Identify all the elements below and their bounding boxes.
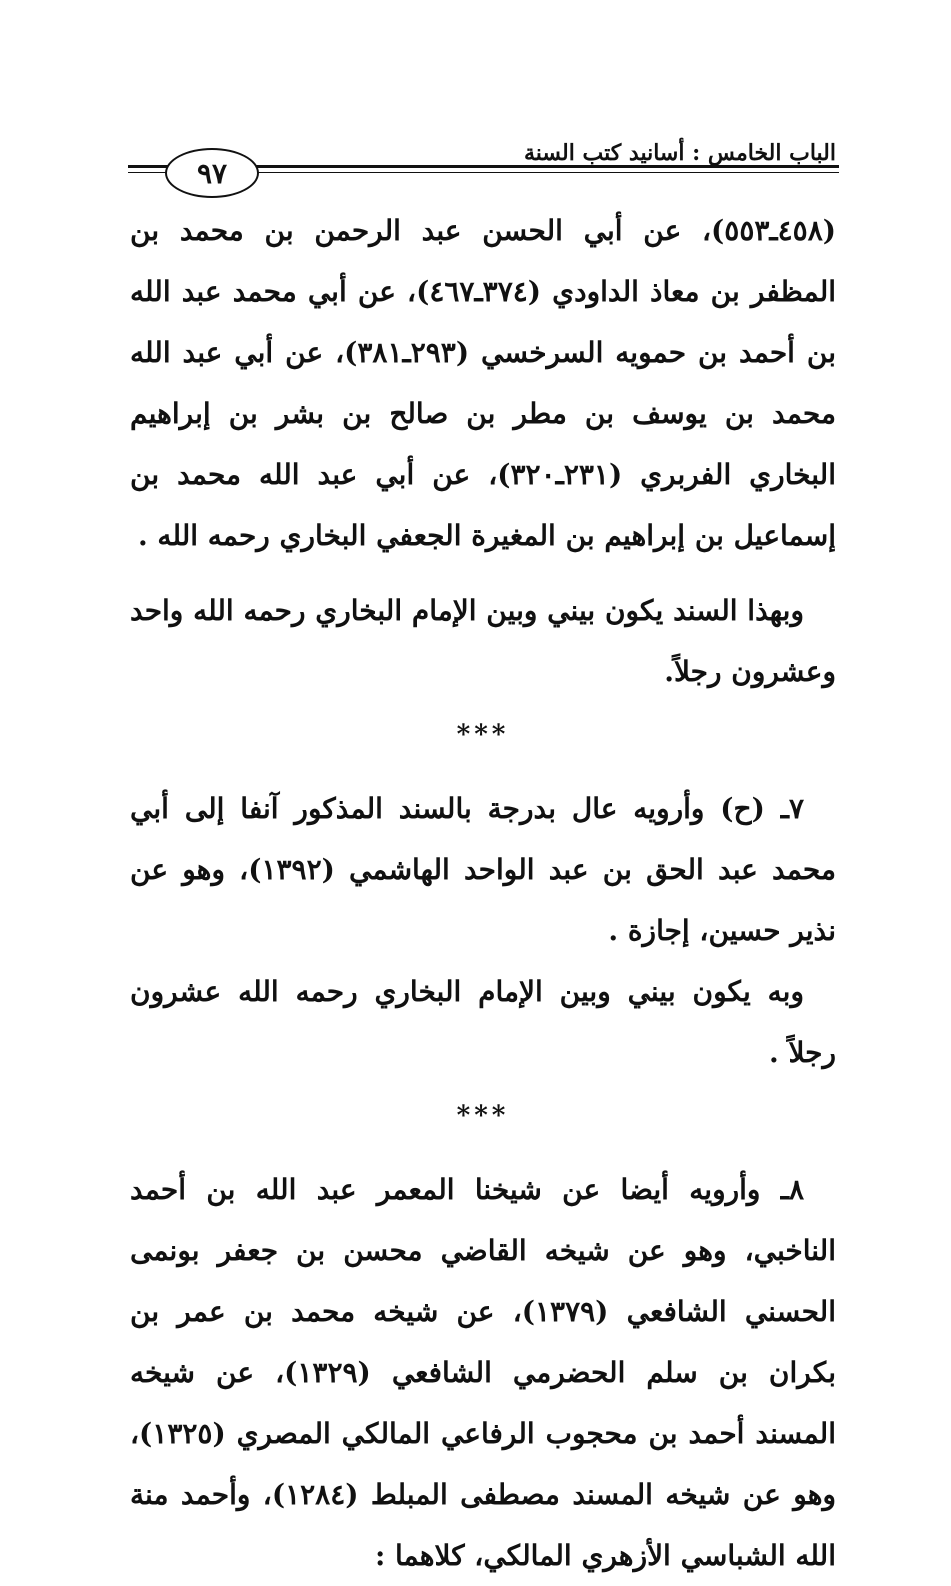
page-number: ٩٧ bbox=[165, 148, 259, 198]
body-text bbox=[130, 200, 836, 1586]
paragraph-item-7: ٧ـ (ح) وأرويه عال بدرجة بالسند المذكور آنفا إلى أبي محمد عبد الحق بن عبد الواحد الهاشمي (١٣٩٢)، وهو عن نذير حسين، إجازة . bbox=[130, 792, 836, 947]
paragraph-summary-count: وبهذا السند يكون بيني وبين الإمام البخاري رحمه الله واحد وعشرون رجلاً. bbox=[130, 594, 836, 688]
running-title: الباب الخامس : أسانيد كتب السنة bbox=[524, 140, 836, 166]
section-separator: *** bbox=[456, 720, 510, 750]
paragraph-isnad-chain: (٤٥٨ـ٥٥٣)، عن أبي الحسن عبد الرحمن بن محمد بن المظفر بن معاذ الداودي (٣٧٤ـ٤٦٧)، عن أبي محمد عبد الله بن أحمد بن حمويه السرخسي (٢٩٣ـ٣٨١)، عن أبي عبد الله محمد بن يوسف بن مطر بن صالح بن بشر بن إبراهيم البخاري الفربري (٢٣١ـ٣٢٠)، عن أبي عبد الله محمد بن إسماعيل بن إبراهيم بن المغيرة الجعفي البخاري رحمه الله . bbox=[130, 214, 837, 552]
section-separator: *** bbox=[456, 1101, 510, 1131]
paragraph-item-8: ٨ـ وأرويه أيضا عن شيخنا المعمر عبد الله بن أحمد الناخبي، وهو عن شيخه القاضي محسن بن جعفر بونمى الحسني الشافعي (١٣٧٩)، عن شيخه محمد بن عمر بن بكران بن سلم الحضرمي الشافعي (١٣٢٩)، عن شيخه المسند أحمد بن محجوب الرفاعي المالكي المصري (١٣٢٥)، وهو عن شيخه المسند مصطفى المبلط (١٢٨٤)، وأحمد منة الله الشباسي الأزهري المالكي، كلاهما : bbox=[130, 1173, 836, 1572]
paragraph-item-7-count: وبه يكون بيني وبين الإمام البخاري رحمه الله عشرون رجلاً . bbox=[130, 975, 836, 1069]
